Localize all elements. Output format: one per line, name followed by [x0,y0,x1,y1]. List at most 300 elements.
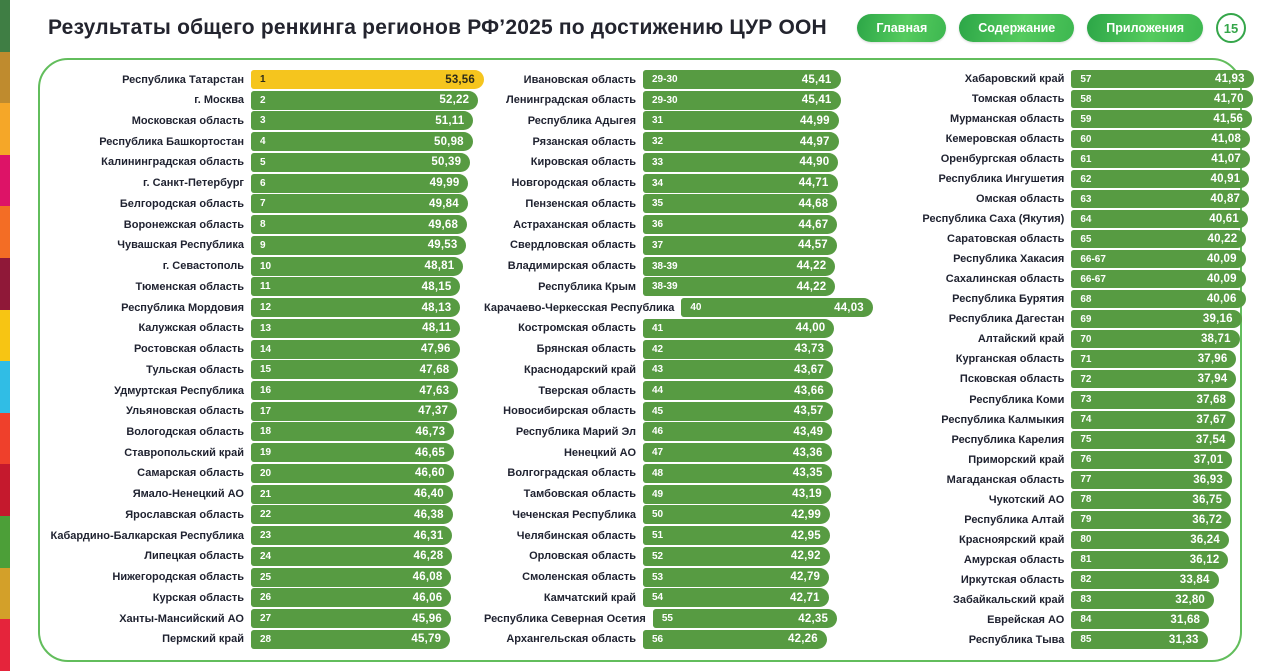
rank-number: 54 [652,592,664,604]
region-label: Камчатский край [543,591,636,604]
region-label: Нижегородская область [112,571,244,584]
score-bar-track [251,174,484,193]
score-bar [251,174,468,193]
score-bar-track [1071,511,1280,529]
rank-number: 64 [1080,213,1092,225]
score-value: 46,40 [414,488,444,501]
score-bar [643,153,838,172]
score-bar-track [1071,531,1280,549]
score-bar-track [251,91,484,110]
score-value: 40,06 [1206,293,1237,306]
region-label: Республика Ингушетия [938,173,1065,186]
score-bar [643,402,833,421]
score-value: 36,12 [1189,553,1220,566]
region-row [914,511,1280,529]
region-row [484,132,914,151]
rank-number: 83 [1080,594,1092,606]
region-label: Вологодская область [126,425,244,438]
rank-number: 72 [1080,373,1092,385]
score-bar [251,485,453,504]
region-row [48,215,484,234]
sdg-stripe-segment [0,464,10,516]
region-row [48,70,484,89]
score-bar-track [1071,491,1280,509]
score-value: 51,11 [435,114,465,127]
score-bar [681,298,873,317]
score-value: 44,57 [798,239,828,252]
score-bar [1071,471,1232,489]
score-value: 42,92 [790,550,821,563]
score-bar [643,464,832,483]
score-bar-track [643,402,876,421]
region-label: Пензенская область [525,197,636,210]
header [0,0,1280,56]
region-label: Самарская область [137,467,244,480]
region-label: Кировская область [530,156,636,169]
region-row [484,257,914,276]
score-bar [251,381,458,400]
score-bar [251,630,450,649]
region-label: Новосибирская область [503,405,636,418]
score-value: 49,84 [429,197,459,210]
score-bar [1071,190,1249,208]
score-value: 46,08 [412,571,443,584]
score-bar [251,111,473,130]
score-value: 44,03 [834,301,864,314]
region-label: Республика Алтай [964,513,1065,526]
region-row [48,422,484,441]
score-bar-track [643,568,876,587]
region-label: Чувашская Республика [117,239,244,252]
region-label: Чукотский АО [988,493,1065,506]
score-bar-track [251,588,484,607]
sdg-stripe-segment [0,0,10,52]
rank-number: 40 [690,302,702,314]
score-bar-track [643,422,876,441]
score-value: 49,68 [428,218,459,231]
rank-number: 18 [260,426,272,438]
score-bar [1071,150,1250,168]
region-row [484,153,914,172]
region-label: Курганская область [955,353,1065,366]
region-label: Республика Калмыкия [941,413,1065,426]
region-label: Тамбовская область [523,488,636,501]
score-value: 41,08 [1211,133,1242,146]
rank-number: 34 [652,177,664,189]
region-row [484,547,914,566]
ranking-column-1 [48,70,484,649]
score-bar-track [251,340,484,359]
ranking-chart-panel [38,58,1245,662]
region-label: Хабаровский край [964,73,1065,85]
score-value: 39,16 [1202,313,1233,326]
rank-number: 22 [260,509,272,521]
region-row [484,111,914,130]
score-bar-track [1071,190,1280,208]
rank-number: 55 [661,613,673,625]
sdg-stripe-segment [0,516,10,568]
region-row [484,236,914,255]
region-label: Ненецкий АО [563,446,636,459]
rank-number: 19 [260,447,272,459]
region-row [484,422,914,441]
score-bar-track [643,340,876,359]
region-row [484,464,914,483]
score-value: 44,97 [799,135,830,148]
region-row [484,505,914,524]
score-value: 40,91 [1210,173,1241,186]
region-row [914,230,1280,248]
score-value: 45,96 [412,612,442,625]
score-bar [1071,391,1235,409]
score-value: 44,22 [796,260,827,273]
region-row [914,150,1280,168]
score-bar-track [251,609,484,628]
score-value: 46,38 [413,508,444,521]
score-bar [251,360,458,379]
sdg-stripe-segment [0,206,10,258]
region-row [914,290,1280,308]
score-bar [1071,270,1245,288]
region-label: Ханты-Мансийский АО [119,612,244,625]
score-value: 42,35 [798,612,829,625]
score-bar-track [643,443,876,462]
score-bar-track [643,319,876,338]
score-value: 37,68 [1196,393,1227,406]
score-bar [643,257,835,276]
score-bar-track [643,526,876,545]
region-row [914,571,1280,589]
score-bar-track [251,402,484,421]
score-value: 37,54 [1195,433,1226,446]
region-row [484,194,914,213]
region-row [484,174,914,193]
score-bar [251,257,463,276]
rank-number: 49 [652,488,664,500]
score-bar-track [1071,90,1280,108]
region-row [914,90,1280,108]
score-bar [251,298,460,317]
score-bar [643,132,839,151]
rank-number: 79 [1080,514,1092,526]
region-row [48,402,484,421]
nav-button-appendices[interactable]: Приложения [1087,14,1203,42]
ranking-column-3 [914,70,1280,649]
score-bar [643,485,831,504]
region-label: Тульская область [146,363,244,376]
score-bar [1071,631,1207,649]
rank-number: 84 [1080,614,1092,626]
sdg-stripe-segment [0,361,10,413]
region-row [914,330,1280,348]
score-value: 33,84 [1179,573,1210,586]
region-label: Свердловская область [510,239,636,252]
region-label: Кабардино-Балкарская Республика [50,529,244,542]
rank-number: 2 [260,94,266,106]
score-value: 45,41 [801,94,832,107]
rank-number: 41 [652,322,664,334]
region-label: Ямало-Ненецкий АО [132,488,244,501]
score-value: 43,66 [794,384,824,397]
score-bar-track [643,153,876,172]
rank-number: 69 [1080,313,1092,325]
score-bar [251,505,453,524]
region-label: Томская область [971,93,1065,106]
score-bar [1071,431,1234,449]
rank-number: 20 [260,467,272,479]
region-row [914,391,1280,409]
score-bar [1071,110,1252,128]
score-bar-track [251,132,484,151]
score-bar-track [251,298,484,317]
region-row [914,170,1280,188]
region-label: Волгоградская область [507,467,636,480]
score-value: 37,01 [1193,453,1224,466]
score-value: 36,72 [1192,513,1223,526]
rank-number: 73 [1080,394,1092,405]
score-bar-track [1071,70,1280,88]
region-row [48,505,484,524]
score-value: 42,99 [791,508,822,521]
score-value: 46,28 [413,550,444,563]
rank-number: 45 [652,405,664,417]
region-label: Омская область [975,193,1065,206]
region-row [914,370,1280,388]
score-bar-track [643,485,876,504]
score-bar-track [1071,350,1280,368]
score-bar [643,174,838,193]
region-row [48,464,484,483]
rank-number: 59 [1080,113,1092,125]
rank-number: 35 [652,198,664,210]
region-label: Тюменская область [135,280,244,293]
rank-number: 52 [652,550,664,562]
region-row [484,443,914,462]
rank-number: 7 [260,198,266,210]
region-label: Алтайский край [977,333,1065,346]
score-bar-track [643,132,876,151]
rank-number: 32 [652,136,664,148]
region-label: Астраханская область [513,218,636,231]
rank-number: 82 [1080,574,1092,586]
score-bar-track [251,277,484,296]
region-row [484,70,914,89]
score-bar-track [643,257,876,276]
score-bar-track [251,547,484,566]
rank-number: 58 [1080,93,1092,105]
sdg-stripe-segment [0,568,10,620]
score-value: 31,68 [1170,613,1201,626]
rank-number: 66-67 [1080,273,1106,285]
score-bar-track [251,526,484,545]
score-value: 53,56 [445,73,475,86]
score-bar [643,340,833,359]
score-bar [1071,511,1231,529]
score-bar-track [251,215,484,234]
region-label: Пермский край [162,633,244,646]
score-bar-track [251,485,484,504]
score-bar [1071,491,1231,509]
region-label: Орловская область [529,550,636,563]
score-bar [653,609,837,628]
region-row [914,471,1280,489]
score-bar [1071,90,1252,108]
nav-button-contents[interactable]: Содержание [959,14,1074,42]
region-row [48,236,484,255]
region-label: Мурманская область [950,113,1065,126]
rank-number: 15 [260,364,272,376]
rank-number: 42 [652,343,664,355]
region-label: Республика Коми [969,393,1065,406]
region-label: Смоленская область [522,571,636,584]
score-value: 49,53 [427,239,458,252]
rank-number: 53 [652,571,664,583]
score-bar [1071,370,1236,388]
score-bar [643,547,830,566]
sdg-stripe-segment [0,310,10,362]
rank-number: 60 [1080,133,1092,145]
region-row [48,277,484,296]
rank-number: 56 [652,633,664,645]
score-bar-track [251,257,484,276]
score-bar-track [643,381,876,400]
region-row [48,194,484,213]
rank-number: 61 [1080,153,1092,165]
rank-number: 38-39 [652,260,678,272]
score-bar [251,526,452,545]
score-bar-track [1071,431,1280,449]
score-value: 40,22 [1207,233,1238,246]
region-label: Ставропольский край [124,446,244,459]
score-bar [251,277,460,296]
region-row [48,340,484,359]
rank-number: 10 [260,260,272,272]
region-label: Новгородская область [511,177,636,190]
region-label: Оренбургская область [940,153,1065,166]
score-bar-track [251,70,484,89]
region-label: Калужская область [138,322,244,335]
region-row [914,250,1280,268]
score-value: 40,87 [1210,193,1241,206]
region-label: Архангельская область [506,633,636,646]
region-row [914,611,1280,629]
region-row [484,277,914,296]
region-label: Республика Хакасия [953,253,1065,266]
score-value: 44,99 [799,114,830,127]
region-row [48,298,484,317]
rank-number: 1 [260,74,266,85]
region-label: Псковская область [959,373,1065,386]
score-value: 37,67 [1196,413,1227,426]
score-bar [1071,210,1248,228]
score-value: 36,75 [1192,493,1223,506]
score-bar-track [643,70,876,89]
score-bar [1071,411,1235,429]
score-bar-track [1071,391,1280,409]
region-label: Ленинградская область [506,94,636,107]
rank-number: 9 [260,239,266,251]
region-row [914,110,1280,128]
score-bar [251,443,454,462]
rank-number: 24 [260,550,272,562]
score-bar [1071,531,1229,549]
score-bar [643,319,834,338]
score-bar-track [1071,611,1280,629]
score-value: 48,13 [421,301,452,314]
region-label: Тверская область [538,384,636,397]
region-row [48,485,484,504]
region-label: Челябинская область [516,529,636,542]
score-value: 36,24 [1190,533,1220,546]
region-label: Ярославская область [125,508,244,521]
score-value: 48,11 [422,322,452,335]
region-row [914,210,1280,228]
rank-number: 28 [260,633,272,645]
rank-number: 33 [652,156,664,168]
region-row [914,350,1280,368]
rank-number: 36 [652,219,664,231]
score-bar-track [643,174,876,193]
score-bar [1071,571,1218,589]
score-value: 42,26 [788,633,818,646]
score-bar [1071,130,1250,148]
score-value: 41,07 [1211,153,1241,166]
region-label: Магаданская область [946,473,1065,486]
score-bar [643,91,841,110]
region-row [914,130,1280,148]
score-bar [1071,70,1253,88]
score-bar [1071,230,1246,248]
score-bar-track [643,630,876,649]
region-row [48,111,484,130]
rank-number: 3 [260,115,266,127]
score-value: 45,41 [801,73,832,86]
score-bar-track [1071,270,1280,288]
score-bar [251,568,451,587]
rank-number: 17 [260,405,272,417]
score-bar-track [251,422,484,441]
rank-number: 43 [652,364,664,376]
region-label: Амурская область [963,553,1065,566]
sdg-stripe-segment [0,619,10,671]
ranking-column-2 [484,70,914,649]
score-bar [643,215,837,234]
score-value: 46,06 [412,591,443,604]
score-value: 41,56 [1213,113,1244,126]
score-bar [251,547,452,566]
score-value: 47,68 [419,363,450,376]
page-title: Результаты общего ренкинга регионов РФ’2025 по достижению ЦУР ООН [48,16,827,39]
rank-number: 50 [652,509,664,521]
score-value: 46,73 [415,425,446,438]
score-bar [1071,611,1209,629]
score-value: 44,00 [795,322,826,335]
score-bar [251,215,467,234]
score-bar-track [643,194,876,213]
region-label: Воронежская область [123,218,244,231]
score-value: 37,96 [1197,353,1228,366]
score-bar [643,443,832,462]
score-value: 50,39 [431,156,462,169]
region-label: Республика Тыва [968,633,1065,646]
region-row [48,153,484,172]
score-value: 36,93 [1193,473,1223,486]
nav-button-home[interactable]: Главная [857,14,946,42]
score-bar [643,111,839,130]
region-label: Приморский край [968,453,1065,466]
score-bar-track [1071,230,1280,248]
score-value: 44,68 [798,197,829,210]
